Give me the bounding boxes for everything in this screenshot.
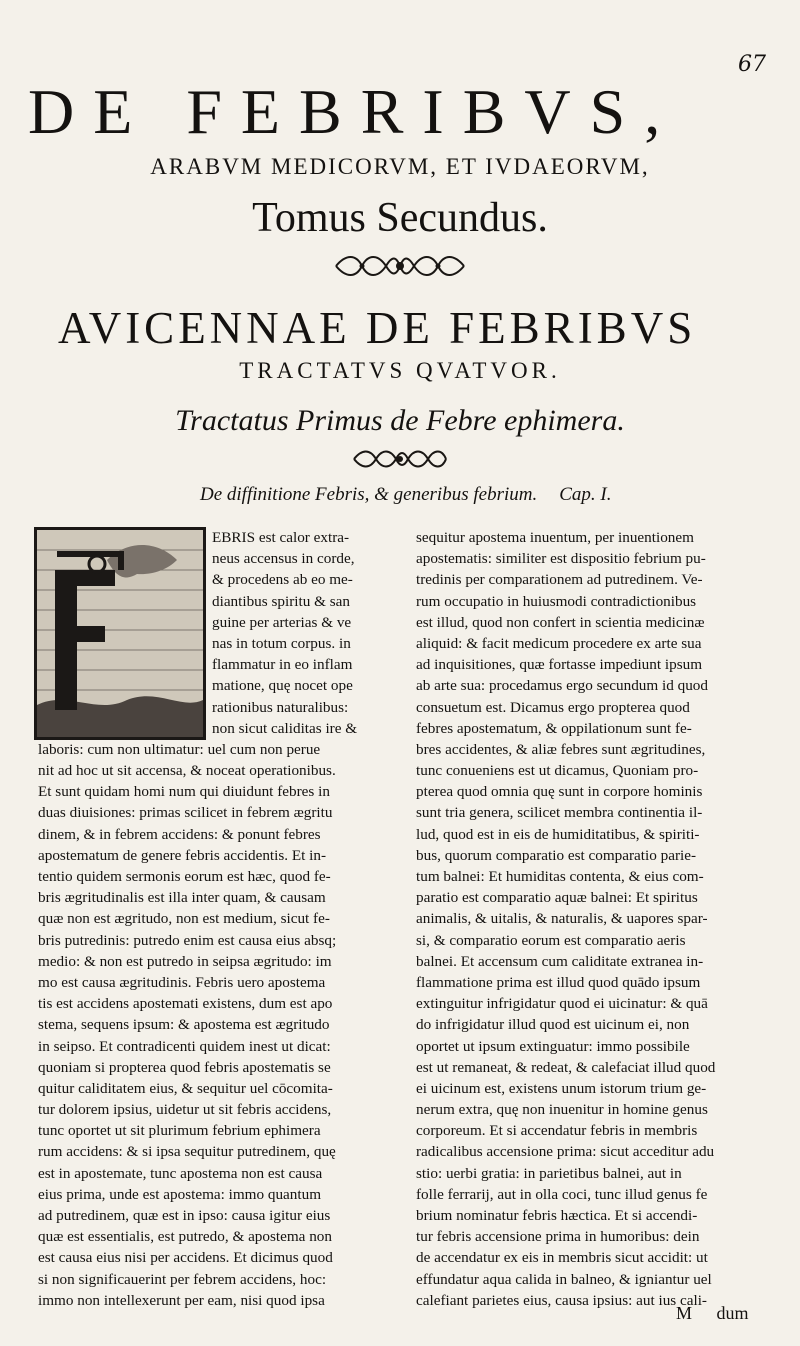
text-line: ab arte sua: procedamus ergo secundum id quod xyxy=(416,677,708,695)
text-line: brium nominatur febris hæctica. Et si accendi- xyxy=(416,1207,698,1224)
signature-mark: M xyxy=(676,1303,693,1323)
text-line: aliquid: & facit medicum procedere ex arte sua xyxy=(416,634,702,652)
text-line: animalis, & uitalis, & naturalis, & uapores spar- xyxy=(416,910,708,928)
text-line: sunt tria genera, scilicet membra continentia il- xyxy=(416,804,703,822)
text-line: ad inquisitiones, quæ fortasse impediunt ipsum xyxy=(416,656,703,674)
page-number: 67 xyxy=(738,52,766,77)
text-line: febres apostematum, & oppilationum sunt fe- xyxy=(416,719,692,737)
text-line: apostematis: similiter est dispositio febrium pu- xyxy=(416,550,706,568)
text-line: est in apostemate, tunc apostema non est causa xyxy=(38,1164,323,1182)
text-line: nas in totum corpus. in xyxy=(212,634,351,652)
text-line: folle ferrarij, aut in olla coci, tunc illud genus fe xyxy=(416,1185,708,1203)
text-line: medio: & non est putredo in seipsa ægritudo: im xyxy=(38,952,332,970)
text-line: sequitur apostema inuentum, per inuentionem xyxy=(416,529,694,546)
text-line: EBRIS est calor extra- xyxy=(212,529,350,546)
ornament-divider-small xyxy=(350,446,450,472)
text-line: si non significauerint per febrem accidens, hoc: xyxy=(38,1270,327,1288)
work-title: AVICENNAE DE FEBRIBVS xyxy=(58,303,697,353)
text-line: est ut remaneat, & redeat, & calefaciat illud quod xyxy=(416,1058,716,1076)
text-line: corporeum. Et si accendatur febris in membris xyxy=(416,1122,698,1140)
text-line: ad putredinem, quæ est in ipso: causa igitur eius xyxy=(38,1207,331,1224)
text-line: non sicut caliditas ire & xyxy=(212,719,358,737)
text-line: balnei. Et accensum cum caliditate extranea in- xyxy=(416,952,704,970)
text-line: tur febris accensione prima in humoribus: dein xyxy=(416,1228,700,1246)
text-line: rum occupatio in huiusmodi contradictionibus xyxy=(416,592,697,610)
text-line: neus accensus in corde, xyxy=(212,550,355,568)
text-line: quæ non est ægritudo, non est medium, sicut fe- xyxy=(38,910,330,928)
text-line: tunc oportet ut sit plurimum febrium ephimera xyxy=(38,1122,321,1140)
text-line: tredinis per comparationem ad putredinem. Ve- xyxy=(416,571,703,589)
text-line: tum balnei: Et humiditas contenta, & eius com- xyxy=(416,868,704,885)
text-line: si, & comparatio eorum est comparatio aeris xyxy=(416,931,686,949)
catchword: dum xyxy=(716,1303,749,1323)
text-line: dinem, & in febrem accidens: & ponunt febres xyxy=(38,825,321,843)
text-line: immo non intellexerunt per eam, nisi quod ipsa xyxy=(38,1291,325,1309)
text-line: radicalibus accensione prima: sicut acceditur adu xyxy=(416,1143,715,1161)
text-line: tunc conueniens est ut dicamus, Quoniam pro- xyxy=(416,762,699,780)
text-line: eius prima, unde est apostema: immo quantum xyxy=(38,1185,322,1203)
left-column xyxy=(38,527,394,1311)
text-line: stio: uerbi gratia: in parietibus balnei, aut in xyxy=(416,1164,682,1182)
text-line: extinguitur infrigidatur quod ei uicinatur: & quā xyxy=(416,995,708,1013)
text-line: guine per arterias & ve xyxy=(212,613,352,631)
text-line: de accendatur ex eis in membris sicut accidit: ut xyxy=(416,1249,708,1267)
chapter-heading xyxy=(200,484,680,506)
text-line: duas diuisiones: primas scilicet in febrem ægritu xyxy=(38,804,333,822)
text-line: est causa eius nisi per accidens. Et dicimus quod xyxy=(38,1249,333,1267)
text-line: matione, quę nocet ope xyxy=(212,677,353,695)
text-line: & procedens ab eo me- xyxy=(212,571,353,589)
text-line: stema, sequens ipsum: & apostema est ægritudo xyxy=(38,1016,330,1034)
text-line: consuetum est. Dicamus ergo propterea quod xyxy=(416,698,690,716)
tractatus-heading: TRACTATVS QVATVOR. xyxy=(239,358,561,383)
text-line: bus, quorum comparatio est comparatio parie- xyxy=(416,846,697,864)
text-line: nit ad hoc ut sit accensa, & noceat operationibus. xyxy=(38,762,336,780)
text-line: rationibus naturalibus: xyxy=(212,698,349,716)
text-line: tentio quidem sermonis eorum est hæc, quod fe- xyxy=(38,868,331,885)
text-line: Et sunt quidam homi num qui diuidunt febres in xyxy=(38,783,330,801)
text-line: tis est accidens apostemati existens, dum est apo xyxy=(38,995,333,1013)
volume-title: Tomus Secundus. xyxy=(252,195,548,241)
subtitle: ARABVM MEDICORVM, ET IVDAEORVM, xyxy=(150,154,650,179)
text-line: quæ est essentialis, est putredo, & apostema non xyxy=(38,1228,332,1246)
text-line: effundatur aqua calida in balneo, & igniantur uel xyxy=(416,1270,712,1288)
text-line: bres accidentes, & aliæ febres sunt ægritudines, xyxy=(416,740,706,758)
right-column xyxy=(416,527,776,1311)
text-line: tur dolorem ipsius, uidetur ut sit febris accidens, xyxy=(38,1101,332,1119)
main-title: DE FEBRIBVS, xyxy=(28,76,680,147)
text-line: diantibus spiritu & san xyxy=(212,592,350,610)
chapter-title: De diffinitione Febris, & generibus febrium. xyxy=(200,484,538,505)
text-line: mo est causa ægritudinis. Febris uero apostema xyxy=(38,973,326,991)
page-footer xyxy=(676,1303,749,1324)
text-line: bris putredinis: putredo enim est causa eius absq; xyxy=(38,931,337,949)
text-line: quoniam si propterea quod febris apostematis se xyxy=(38,1058,331,1076)
text-line: lud, quod est in eis de humiditatibus, & spiriti- xyxy=(416,825,700,843)
text-line: paratio est comparatio aquæ balnei: Et spiritus xyxy=(416,889,698,907)
text-line: nerum extra, quę non inuenitur in homine genus xyxy=(416,1101,708,1119)
text-line: apostematum de genere febris accidentis. Et in- xyxy=(38,846,327,864)
tractatus-primus-heading: Tractatus Primus de Febre ephimera. xyxy=(175,404,625,437)
text-line: ei uicinum est, existens unum istorum trium ge- xyxy=(416,1079,707,1097)
text-line: flammatur in eo inflam xyxy=(212,656,353,674)
chapter-number: Cap. I. xyxy=(559,484,612,505)
text-line: calefiant parietes eius, causa ipsius: aut ius cali- xyxy=(416,1291,707,1309)
text-line: flammatione prima est illud quod quādo ipsum xyxy=(416,973,701,991)
text-line: pterea quod omnia quę sunt in corpore hominis xyxy=(416,783,703,801)
text-line: est illud, quod non confert in scientia medicinæ xyxy=(416,613,705,631)
text-line: bris ægritudinalis est illa inter quam, & causam xyxy=(38,889,326,907)
text-line: oportet ut ipsum extinguatur: immo possibile xyxy=(416,1037,690,1055)
text-line: in seipso. Et contradicenti quidem inest ut dicat: xyxy=(38,1037,331,1055)
ornament-divider xyxy=(332,250,468,282)
text-line: laboris: cum non ultimatur: uel cum non perue xyxy=(38,740,321,758)
text-line: do infrigidatur illud quod est uicinum ei, non xyxy=(416,1016,690,1034)
text-line: quitur caliditatem eius, & sequitur uel cōcomita- xyxy=(38,1079,333,1097)
text-line: rum accidens: & si ipsa sequitur putredinem, quę xyxy=(38,1143,336,1161)
